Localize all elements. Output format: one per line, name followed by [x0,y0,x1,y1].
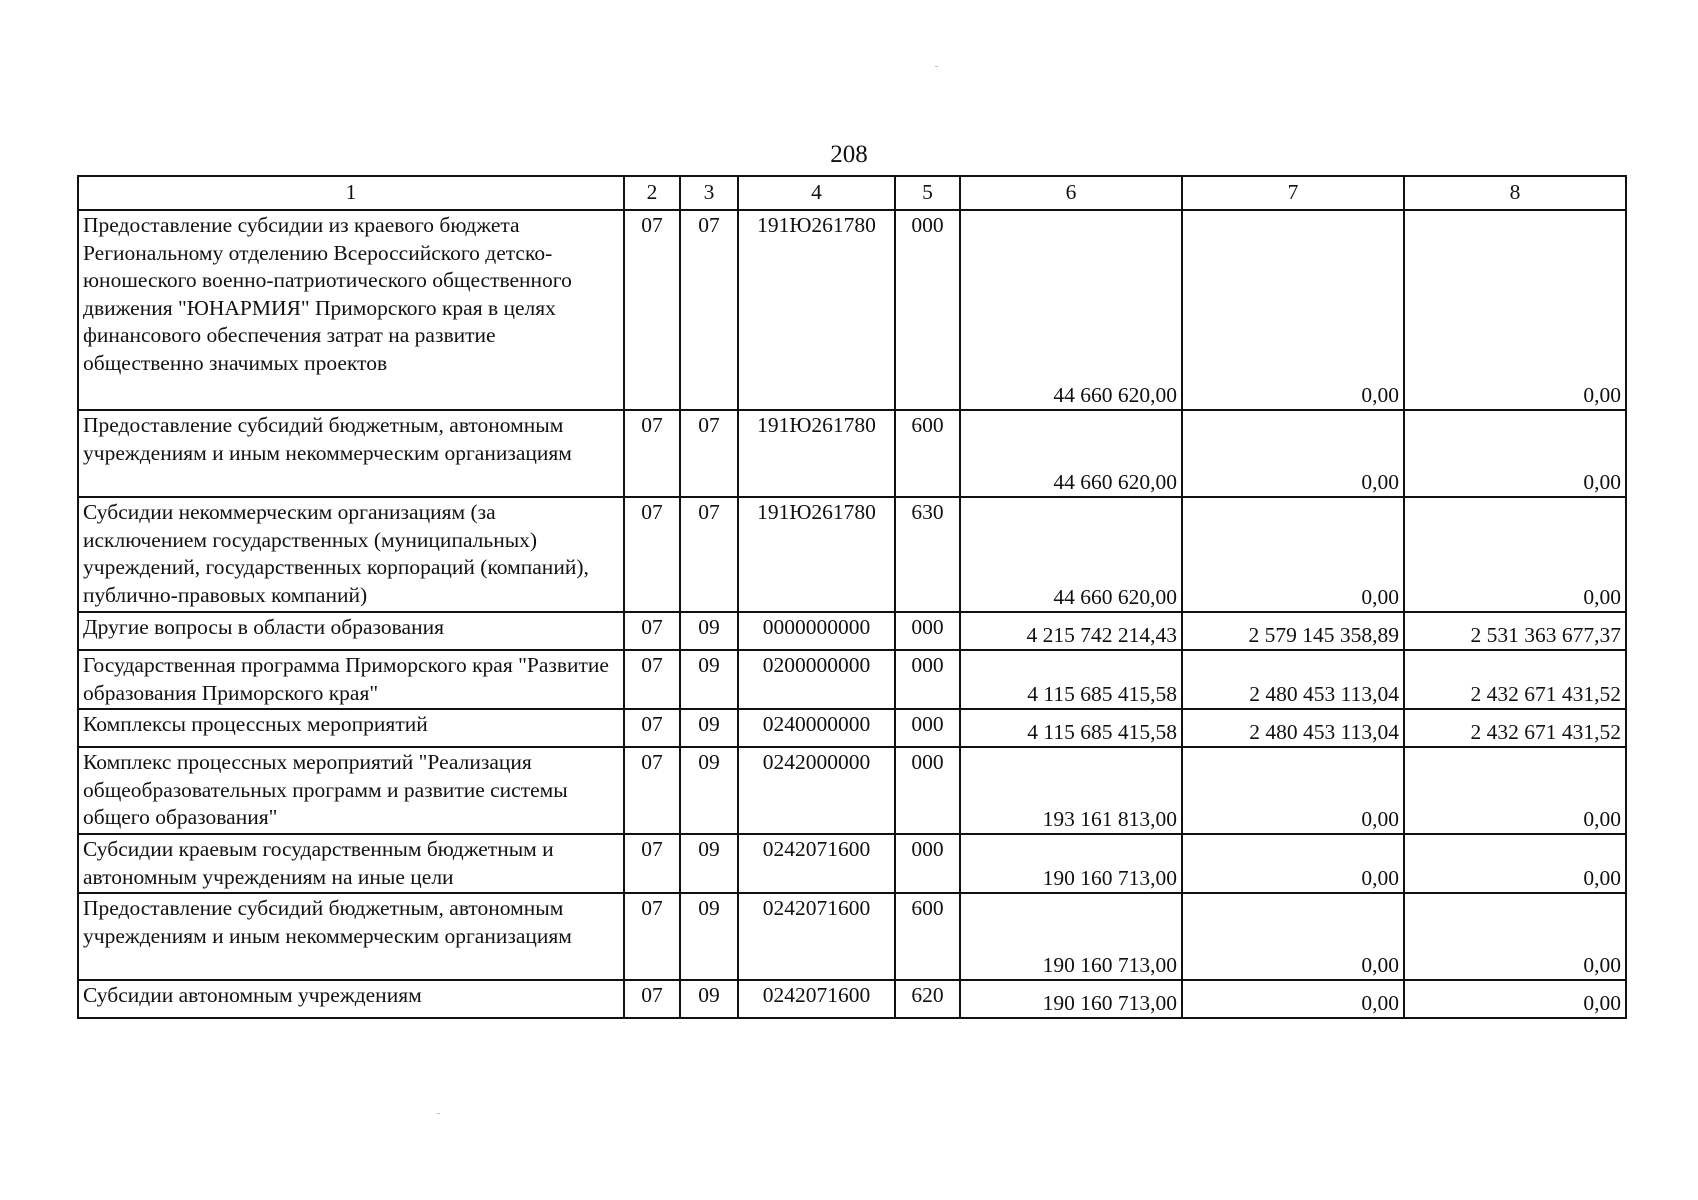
section-code: 07 [624,650,680,709]
amount-col-6: 4 215 742 214,43 [960,612,1182,650]
subsection-code: 07 [680,410,738,497]
amount-col-6: 190 160 713,00 [960,980,1182,1018]
subsection-code: 09 [680,650,738,709]
table-row [78,410,1626,497]
expense-type-code: 000 [895,709,960,747]
scan-speck [935,66,938,67]
amount-col-6: 190 160 713,00 [960,893,1182,980]
amount-col-8: 2 531 363 677,37 [1404,612,1626,650]
expense-type-code: 630 [895,497,960,612]
expense-type-code: 000 [895,210,960,410]
amount-col-6: 4 115 685 415,58 [960,709,1182,747]
target-article-code: 191Ю261780 [738,497,895,612]
table-row [78,497,1626,612]
row-name: Субсидии некоммерческим организациям (за исключением государственных (муниципальных) учреждений, государственных корпораций (компаний), публично-правовых компаний) [78,497,624,612]
amount-col-8: 0,00 [1404,980,1626,1018]
amount-col-7: 0,00 [1182,497,1404,612]
amount-col-7: 0,00 [1182,747,1404,834]
header-cell-8: 8 [1404,176,1626,210]
section-code: 07 [624,980,680,1018]
amount-col-6: 44 660 620,00 [960,210,1182,410]
amount-col-6: 44 660 620,00 [960,410,1182,497]
amount-col-7: 2 480 453 113,04 [1182,650,1404,709]
amount-col-8: 0,00 [1404,410,1626,497]
row-name: Субсидии автономным учреждениям [78,980,624,1018]
amount-col-6: 44 660 620,00 [960,497,1182,612]
subsection-code: 09 [680,893,738,980]
section-code: 07 [624,410,680,497]
amount-col-7: 0,00 [1182,410,1404,497]
page-number: 208 [830,141,868,168]
amount-col-7: 2 480 453 113,04 [1182,709,1404,747]
table-row [78,210,1626,410]
section-code: 07 [624,497,680,612]
amount-col-6: 4 115 685 415,58 [960,650,1182,709]
table-row [78,612,1626,650]
subsection-code: 09 [680,709,738,747]
target-article-code: 191Ю261780 [738,410,895,497]
amount-col-6: 190 160 713,00 [960,834,1182,893]
expense-type-code: 000 [895,834,960,893]
section-code: 07 [624,210,680,410]
section-code: 07 [624,709,680,747]
amount-col-7: 0,00 [1182,980,1404,1018]
target-article-code: 0242000000 [738,747,895,834]
amount-col-8: 0,00 [1404,893,1626,980]
row-name: Комплекс процессных мероприятий "Реализация общеобразовательных программ и развитие системы общего образования" [78,747,624,834]
header-cell-6: 6 [960,176,1182,210]
subsection-code: 07 [680,497,738,612]
table-row [78,650,1626,709]
table-row [78,747,1626,834]
table-row [78,893,1626,980]
row-name: Предоставление субсидий бюджетным, автономным учреждениям и иным некоммерческим организациям [78,410,624,497]
expense-type-code: 000 [895,612,960,650]
section-code: 07 [624,747,680,834]
expense-type-code: 620 [895,980,960,1018]
row-name: Предоставление субсидии из краевого бюджета Региональному отделению Всероссийского детско-юношеского военно-патриотического общественного движения "ЮНАРМИЯ" Приморского края в целях финансового обеспечения затрат на развитие общественно значимых проектов [78,210,624,410]
expense-type-code: 600 [895,893,960,980]
row-name: Субсидии краевым государственным бюджетным и автономным учреждениям на иные цели [78,834,624,893]
amount-col-8: 0,00 [1404,747,1626,834]
amount-col-8: 0,00 [1404,497,1626,612]
target-article-code: 0242071600 [738,980,895,1018]
amount-col-8: 2 432 671 431,52 [1404,709,1626,747]
table-row [78,709,1626,747]
header-cell-4: 4 [738,176,895,210]
header-cell-5: 5 [895,176,960,210]
amount-col-8: 2 432 671 431,52 [1404,650,1626,709]
amount-col-7: 0,00 [1182,834,1404,893]
section-code: 07 [624,834,680,893]
header-cell-1: 1 [78,176,624,210]
header-row [78,176,1626,210]
amount-col-7: 2 579 145 358,89 [1182,612,1404,650]
row-name: Предоставление субсидий бюджетным, автономным учреждениям и иным некоммерческим организациям [78,893,624,980]
header-cell-7: 7 [1182,176,1404,210]
subsection-code: 09 [680,980,738,1018]
subsection-code: 07 [680,210,738,410]
table-row [78,980,1626,1018]
amount-col-7: 0,00 [1182,210,1404,410]
expense-type-code: 600 [895,410,960,497]
table-body [78,176,1626,1018]
subsection-code: 09 [680,747,738,834]
header-cell-2: 2 [624,176,680,210]
expense-type-code: 000 [895,747,960,834]
expense-type-code: 000 [895,650,960,709]
target-article-code: 191Ю261780 [738,210,895,410]
amount-col-8: 0,00 [1404,210,1626,410]
target-article-code: 0242071600 [738,893,895,980]
row-name: Комплексы процессных мероприятий [78,709,624,747]
scan-speck [437,1113,440,1114]
target-article-code: 0000000000 [738,612,895,650]
amount-col-8: 0,00 [1404,834,1626,893]
row-name: Государственная программа Приморского края "Развитие образования Приморского края" [78,650,624,709]
row-name: Другие вопросы в области образования [78,612,624,650]
target-article-code: 0200000000 [738,650,895,709]
table-row [78,834,1626,893]
subsection-code: 09 [680,834,738,893]
section-code: 07 [624,893,680,980]
amount-col-6: 193 161 813,00 [960,747,1182,834]
target-article-code: 0242071600 [738,834,895,893]
header-cell-3: 3 [680,176,738,210]
budget-table [77,175,1627,1019]
target-article-code: 0240000000 [738,709,895,747]
amount-col-7: 0,00 [1182,893,1404,980]
subsection-code: 09 [680,612,738,650]
section-code: 07 [624,612,680,650]
